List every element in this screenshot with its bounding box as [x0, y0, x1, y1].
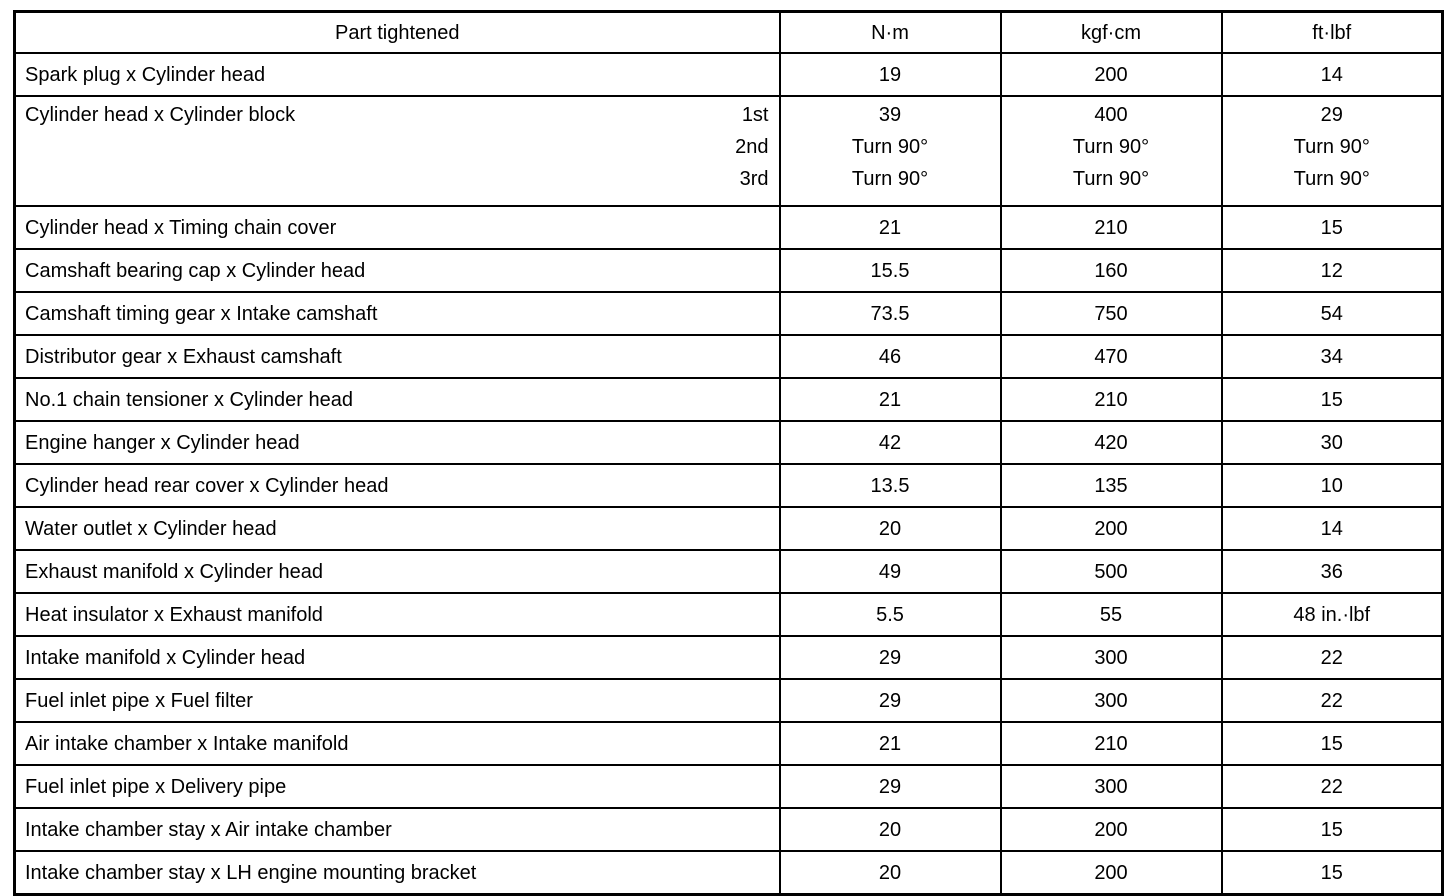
kgf-cm-cell	[1001, 96, 1222, 206]
tightening-steps	[735, 99, 778, 195]
step-value: Turn 90°	[1072, 136, 1150, 158]
torque-specification-table	[13, 10, 1444, 896]
table-row	[15, 206, 1443, 249]
kgf-cm-cell: 300	[1001, 765, 1222, 808]
table-row	[15, 507, 1443, 550]
header-ft-lbf: ft·lbf	[1222, 12, 1443, 54]
kgf-cm-cell: 300	[1001, 679, 1222, 722]
header-row	[15, 12, 1443, 54]
table-row	[15, 292, 1443, 335]
kgf-cm-cell: 160	[1001, 249, 1222, 292]
part-cell: Fuel inlet pipe x Delivery pipe	[15, 765, 780, 808]
part-cell	[15, 96, 780, 206]
part-cell: Intake chamber stay x Air intake chamber	[15, 808, 780, 851]
kgf-cm-cell: 470	[1001, 335, 1222, 378]
nm-cell: 21	[780, 206, 1001, 249]
kgf-cm-cell: 55	[1001, 593, 1222, 636]
ft-lbf-cell: 15	[1222, 851, 1443, 895]
step-value: Turn 90°	[851, 136, 929, 158]
ft-lbf-cell: 22	[1222, 765, 1443, 808]
part-cell: Camshaft timing gear x Intake camshaft	[15, 292, 780, 335]
part-cell: Spark plug x Cylinder head	[15, 53, 780, 96]
nm-cell: 21	[780, 378, 1001, 421]
ft-lbf-cell: 30	[1222, 421, 1443, 464]
table-row	[15, 249, 1443, 292]
ft-lbf-cell: 34	[1222, 335, 1443, 378]
part-cell: No.1 chain tensioner x Cylinder head	[15, 378, 780, 421]
nm-cell: 20	[780, 507, 1001, 550]
nm-cell	[780, 96, 1001, 206]
part-cell: Distributor gear x Exhaust camshaft	[15, 335, 780, 378]
nm-cell: 29	[780, 765, 1001, 808]
table-row	[15, 808, 1443, 851]
step-label: 3rd	[739, 168, 769, 190]
kgf-cm-cell: 200	[1001, 851, 1222, 895]
step-value: Turn 90°	[1293, 136, 1370, 158]
step-label: 2nd	[735, 136, 769, 158]
table-row	[15, 765, 1443, 808]
nm-cell: 29	[780, 679, 1001, 722]
table-row	[15, 593, 1443, 636]
nm-cell: 49	[780, 550, 1001, 593]
table-row	[15, 636, 1443, 679]
kgf-cm-cell: 500	[1001, 550, 1222, 593]
kgf-cm-cell: 210	[1001, 378, 1222, 421]
kgf-cm-cell: 210	[1001, 722, 1222, 765]
table-row	[15, 53, 1443, 96]
nm-cell: 13.5	[780, 464, 1001, 507]
part-cell: Engine hanger x Cylinder head	[15, 421, 780, 464]
ft-lbf-cell: 10	[1222, 464, 1443, 507]
kgf-cm-cell: 135	[1001, 464, 1222, 507]
part-cell: Air intake chamber x Intake manifold	[15, 722, 780, 765]
ft-lbf-cell: 14	[1222, 53, 1443, 96]
table-row-multistep	[15, 96, 1443, 206]
part-cell: Water outlet x Cylinder head	[15, 507, 780, 550]
step-value: 39	[878, 104, 902, 126]
nm-cell: 15.5	[780, 249, 1001, 292]
table-row	[15, 378, 1443, 421]
table-row	[15, 335, 1443, 378]
ft-lbf-cell: 15	[1222, 722, 1443, 765]
ft-lbf-cell: 48 in.·lbf	[1222, 593, 1443, 636]
ft-lbf-cell: 15	[1222, 378, 1443, 421]
ft-lbf-cell	[1222, 96, 1443, 206]
nm-cell: 42	[780, 421, 1001, 464]
part-cell: Intake chamber stay x LH engine mounting bracket	[15, 851, 780, 895]
step-label: 1st	[741, 104, 769, 126]
part-cell: Camshaft bearing cap x Cylinder head	[15, 249, 780, 292]
kgf-cm-cell: 200	[1001, 53, 1222, 96]
header-nm: N·m	[780, 12, 1001, 54]
part-cell: Heat insulator x Exhaust manifold	[15, 593, 780, 636]
step-value: Turn 90°	[851, 168, 929, 190]
step-value: 29	[1320, 104, 1343, 126]
nm-cell: 46	[780, 335, 1001, 378]
part-cell: Exhaust manifold x Cylinder head	[15, 550, 780, 593]
table-row	[15, 421, 1443, 464]
nm-cell: 20	[780, 851, 1001, 895]
header-part-tightened: Part tightened	[15, 12, 780, 54]
nm-cell: 21	[780, 722, 1001, 765]
kgf-cm-cell: 200	[1001, 507, 1222, 550]
ft-lbf-cell: 15	[1222, 808, 1443, 851]
ft-lbf-cell: 54	[1222, 292, 1443, 335]
part-cell: Intake manifold x Cylinder head	[15, 636, 780, 679]
nm-cell: 5.5	[780, 593, 1001, 636]
nm-cell: 20	[780, 808, 1001, 851]
part-cell: Cylinder head x Timing chain cover	[15, 206, 780, 249]
header-kgf-cm: kgf·cm	[1001, 12, 1222, 54]
part-cell: Fuel inlet pipe x Fuel filter	[15, 679, 780, 722]
table-row	[15, 722, 1443, 765]
step-value: Turn 90°	[1293, 168, 1370, 190]
table-row	[15, 679, 1443, 722]
ft-lbf-cell: 12	[1222, 249, 1443, 292]
table-row	[15, 464, 1443, 507]
part-label: Cylinder head x Cylinder block	[25, 104, 296, 126]
table-row	[15, 851, 1443, 895]
kgf-cm-cell: 300	[1001, 636, 1222, 679]
step-value: Turn 90°	[1072, 168, 1150, 190]
ft-lbf-cell: 22	[1222, 679, 1443, 722]
table-row	[15, 550, 1443, 593]
kgf-cm-cell: 750	[1001, 292, 1222, 335]
ft-lbf-cell: 36	[1222, 550, 1443, 593]
ft-lbf-cell: 22	[1222, 636, 1443, 679]
ft-lbf-cell: 14	[1222, 507, 1443, 550]
kgf-cm-cell: 420	[1001, 421, 1222, 464]
ft-lbf-cell: 15	[1222, 206, 1443, 249]
nm-cell: 19	[780, 53, 1001, 96]
part-cell: Cylinder head rear cover x Cylinder head	[15, 464, 780, 507]
step-value: 400	[1094, 104, 1128, 126]
nm-cell: 73.5	[780, 292, 1001, 335]
kgf-cm-cell: 210	[1001, 206, 1222, 249]
kgf-cm-cell: 200	[1001, 808, 1222, 851]
nm-cell: 29	[780, 636, 1001, 679]
